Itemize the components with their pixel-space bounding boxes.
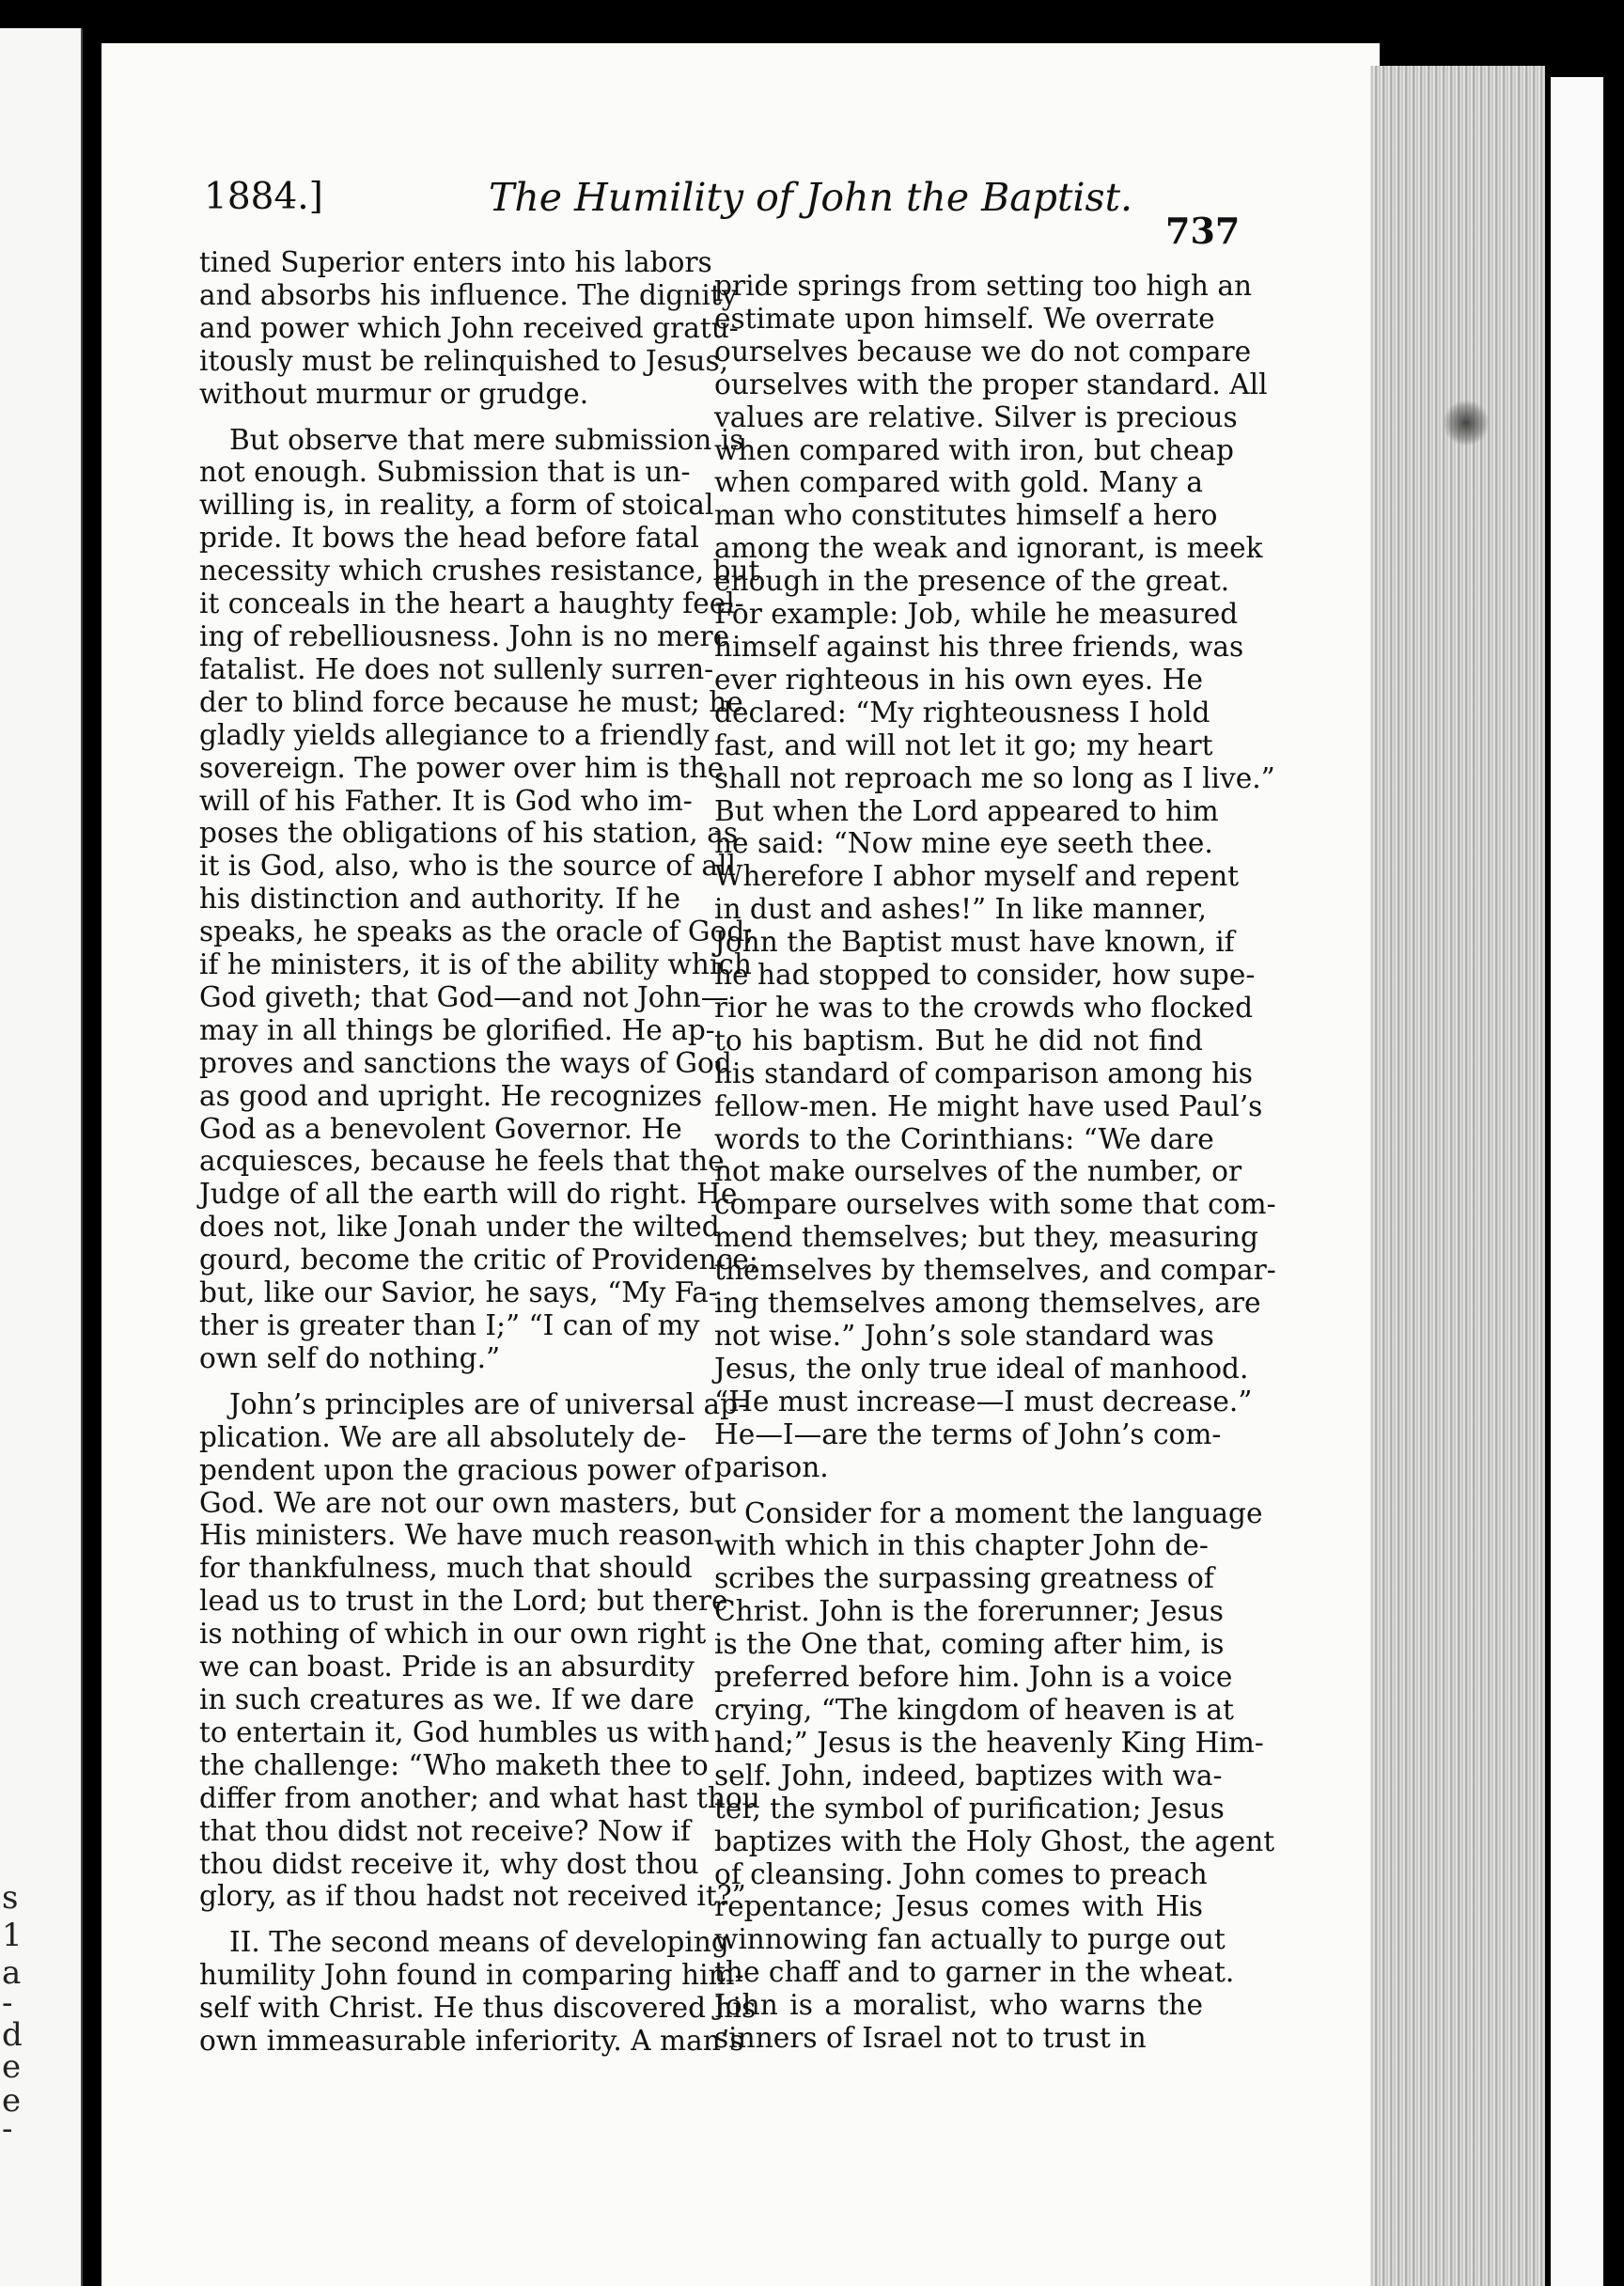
paragraph [714,270,1276,1484]
paragraph [199,1926,757,2058]
text-line: he had stopped to consider, how supe- [714,959,1256,992]
text-line: plication. We are all absolutely de- [199,1420,687,1453]
text-line: themselves by themselves, and compar- [714,1254,1276,1287]
text-line: own immeasurable inferiority. A man’s [199,2025,744,2058]
text-line: values are relative. Silver is precious [714,400,1238,433]
text-line: not wise.” John’s sole standard was [714,1320,1214,1352]
text-line: in dust and ashes!” In like manner, [714,893,1208,926]
text-line: his distinction and authority. If he [199,883,680,916]
text-line: without murmur or grudge. [199,377,589,410]
text-line: glory, as if thou hadst not received it?” [199,1880,746,1913]
edge-smudge [1443,399,1490,446]
facing-page-char: s [2,1879,19,1917]
right-text-column [714,270,1276,2055]
text-line: enough in the presence of the great. [714,565,1230,598]
text-line: fast, and will not let it go; my heart [714,728,1213,761]
text-line: crying, “The kingdom of heaven is at [714,1693,1234,1726]
paragraph [714,1496,1275,2055]
text-line: But when the Lord appeared to him [714,794,1219,827]
text-line: God as a benevolent Governor. He [199,1112,682,1145]
text-line: ing themselves among themselves, are [714,1287,1261,1320]
text-line: himself against his three friends, was [714,630,1244,663]
text-line: rior he was to the crowds who flocked [714,991,1254,1024]
facing-page-char: e [2,2048,22,2086]
facing-page-char: 1 [2,1917,23,1954]
text-line: self. John, indeed, baptizes with wa- [714,1759,1223,1792]
text-line: ourselves with the proper standard. All [714,368,1268,400]
text-line: sovereign. The power over him is the [199,751,725,784]
text-line: in such creatures as we. If we dare [199,1683,695,1715]
text-line: it conceals in the heart a haughty feel- [199,587,744,620]
text-line: is nothing of which in our own right [199,1618,707,1651]
text-line: poses the obligations of his station, as [199,817,738,850]
running-header-title: The Humility of John the Baptist. [489,175,1133,220]
text-line: words to the Corinthians: “We dare [714,1122,1214,1155]
text-line: does not, like Jonah under the wilted [199,1211,720,1244]
text-line: of cleansing. John comes to preach [714,1857,1208,1890]
facing-page-char: - [2,2110,13,2148]
text-line: pendent upon the gracious power of [199,1453,711,1486]
paragraph [199,1387,760,1914]
text-line: preferred before him. John is a voice [714,1661,1233,1694]
text-line: may in all things be glorified. He ap- [199,1013,715,1046]
text-line: Judge of all the earth will do right. He [199,1178,738,1211]
text-line: necessity which crushes resistance, but [199,555,760,587]
text-line: differ from another; and what hast thou [199,1781,760,1814]
text-line: Wherefore I abhor myself and repent [714,860,1240,893]
text-line: ther is greater than I;” “I can of my [199,1309,700,1341]
text-line: among the weak and ignorant, is meek [714,532,1263,565]
text-line: that thou didst not receive? Now if [199,1814,691,1847]
text-line: ter, the symbol of purification; Jesus [714,1792,1225,1824]
text-line: acquiesces, because he feels that the [199,1145,725,1178]
text-line: he said: “Now mine eye seeth thee. [714,827,1213,860]
text-line: humility John found in comparing him- [199,1959,744,1992]
facing-page-char: e [2,2082,22,2120]
text-line: man who constitutes himself a hero [714,499,1218,532]
text-line: Consider for a moment the language [744,1496,1263,1529]
text-line: speaks, he speaks as the oracle of God; [199,916,755,948]
text-line: hand;” Jesus is the heavenly King Him- [714,1726,1264,1759]
text-line: repentance; Jesus comes with His [714,1890,1203,1923]
text-line: John the Baptist must have known, if [714,926,1235,959]
text-line: is the One that, coming after him, is [714,1628,1225,1661]
text-line: the challenge: “Who maketh thee to [199,1748,709,1781]
facing-page-char: d [2,2016,23,2054]
text-line: willing is, in reality, a form of stoical [199,489,714,522]
text-line: John is a moralist, who warns the [714,1989,1203,2022]
text-line: self with Christ. He thus discovered his [199,1992,757,2025]
text-line: fatalist. He does not sullenly surren- [199,652,714,685]
text-line: For example: Job, while he measured [714,598,1239,631]
text-line: pride springs from setting too high an [714,270,1253,302]
text-line: John’s principles are of universal ap- [229,1387,748,1420]
text-line: own self do nothing.” [199,1341,501,1374]
text-line: the chaff and to garner in the wheat. [714,1956,1235,1989]
text-line: compare ourselves with some that com- [714,1188,1276,1221]
text-line: and absorbs his influence. The dignity [199,278,738,311]
text-line: II. The second means of developing [229,1926,729,1959]
text-line: Christ. John is the forerunner; Jesus [714,1595,1224,1628]
text-line: sinners of Israel not to trust in [714,2022,1147,2055]
text-line: mend themselves; but they, measuring [714,1221,1258,1254]
facing-page-edge [0,28,83,2286]
text-line: He—I—are the terms of John’s com- [714,1417,1222,1450]
text-line: when compared with gold. Many a [714,466,1203,499]
text-line: but, like our Savior, he says, “My Fa- [199,1276,718,1309]
text-line: fellow-men. He might have used Paul’s [714,1089,1263,1122]
text-line: we can boast. Pride is an absurdity [199,1651,695,1683]
running-header-year: 1884.] [204,176,323,218]
text-line: and power which John received gratu- [199,311,739,344]
text-line: not make ourselves of the number, or [714,1155,1242,1188]
text-line: as good and upright. He recognizes [199,1079,703,1112]
page-number: 737 [1165,210,1241,252]
text-line: Jesus, the only true ideal of manhood. [714,1352,1249,1385]
text-line: lead us to trust in the Lord; but there [199,1585,728,1618]
text-line: der to blind force because he must; he [199,685,743,718]
text-line: But observe that mere submission is [229,423,744,456]
text-line: thou didst receive it, why dost thou [199,1847,699,1880]
text-line: “He must increase—I must decrease.” [714,1385,1253,1417]
text-line: it is God, also, who is the source of all [199,850,736,883]
text-line: not enough. Submission that is un- [199,456,691,489]
text-line: to entertain it, God humbles us with [199,1715,710,1748]
text-line: itously must be relinquished to Jesus, [199,344,729,377]
text-line: scribes the surpassing greatness of [714,1562,1214,1595]
paragraph [199,423,760,1375]
text-line: gourd, become the critic of Providence; [199,1244,758,1276]
text-line: ever righteous in his own eyes. He [714,663,1203,696]
text-line: God. We are not our own masters, but [199,1486,737,1519]
text-line: proves and sanctions the ways of God [199,1046,732,1079]
paragraph [199,246,739,411]
text-line: to his baptism. But he did not find [714,1024,1203,1057]
text-line: ourselves because we do not compare [714,335,1252,368]
text-line: for thankfulness, much that should [199,1552,693,1585]
text-line: parison. [714,1450,829,1483]
text-line: pride. It bows the head before fatal [199,522,699,555]
text-line: ing of rebelliousness. John is no mere [199,619,730,652]
text-line: his standard of comparison among his [714,1057,1253,1089]
left-text-column [199,246,760,2058]
text-line: will of his Father. It is God who im- [199,784,693,817]
text-line: declared: “My righteousness I hold [714,696,1210,728]
text-line: shall not reproach me so long as I live.” [714,761,1275,794]
text-line: baptizes with the Holy Ghost, the agent [714,1824,1275,1857]
facing-page-char: a [2,1954,22,1992]
text-line: with which in this chapter John de- [714,1529,1209,1562]
back-cover-edge [1551,77,1603,2286]
text-line: estimate upon himself. We overrate [714,302,1215,335]
text-line: winnowing fan actually to purge out [714,1923,1226,1956]
text-line: when compared with iron, but cheap [714,433,1234,466]
text-line: His ministers. We have much reason [199,1519,714,1552]
facing-page-char: - [2,1984,13,2022]
text-line: gladly yields allegiance to a friendly [199,718,710,751]
text-line: God giveth; that God—and not John— [199,980,729,1013]
text-line: tined Superior enters into his labors [199,246,712,278]
text-line: if he ministers, it is of the ability which [199,948,752,981]
